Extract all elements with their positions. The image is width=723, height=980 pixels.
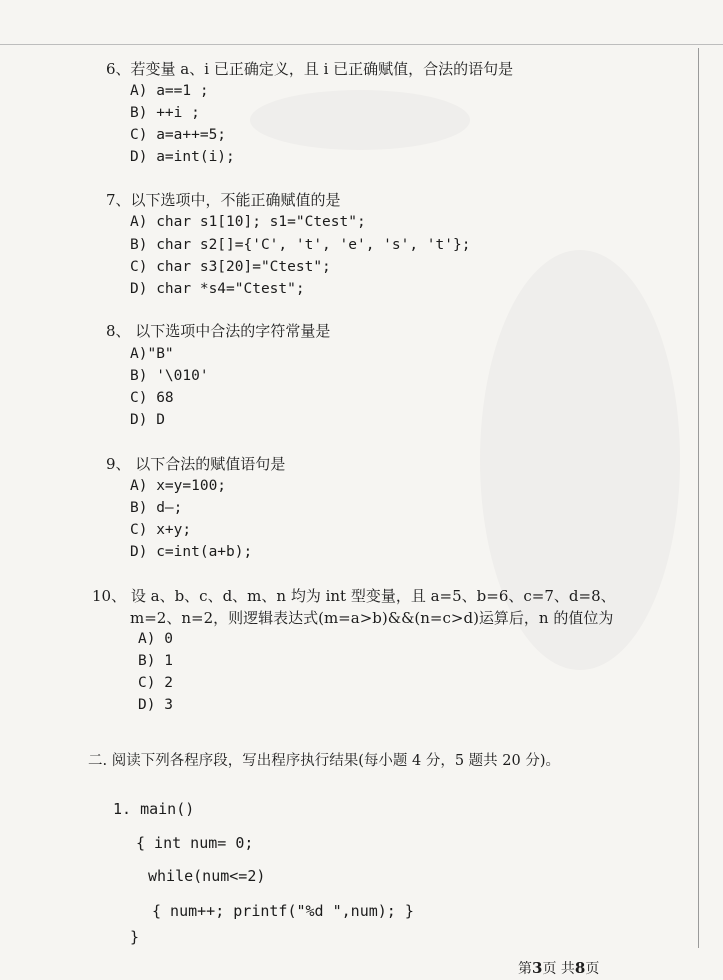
question-8-option-c: C) 68 [130,390,174,406]
question-8-option-a: A)"B" [130,346,174,362]
program-1-line-4: } [130,928,140,946]
section-2-heading: 二. 阅读下列各程序段，写出程序执行结果(每小题 4 分，5 题共 20 分)。 [88,753,560,769]
program-1-label: 1. main() [113,800,195,818]
current-page-number: 3 [532,959,543,977]
footer-mid: 页 共 [542,961,575,977]
question-6-option-b: B) ++i ; [130,105,200,121]
question-8-stem: 8、 以下选项中合法的字符常量是 [106,322,331,340]
question-10-stem: 10、 设 a、b、c、d、m、n 均为 int 型变量，且 a=5、b=6、c=7、d=8、 [92,587,616,605]
question-7-option-b: B) char s2[]={'C', 't', 'e', 's', 't'}; [130,237,471,253]
footer-prefix: 第 [518,961,532,977]
top-edge-line [0,44,723,45]
question-6-stem: 6、若变量 a、i 已正确定义，且 i 已正确赋值，合法的语句是 [106,60,514,78]
question-6-option-a: A) a==1 ; [130,83,209,99]
page-footer [518,958,599,978]
question-6-option-c: C) a=a++=5; [130,127,227,143]
program-1-line-3: { num++; printf("%d ",num); } [152,902,414,920]
question-7-stem: 7、以下选项中，不能正确赋值的是 [106,191,341,209]
question-10-option-c: C) 2 [138,675,173,691]
question-8-option-b: B) '\010' [130,368,209,384]
question-9-option-c: C) x+y; [130,522,192,538]
question-9-option-d: D) c=int(a+b); [130,544,253,560]
question-7-option-d: D) char *s4="Ctest"; [130,281,305,297]
question-7-option-c: C) char s3[20]="Ctest"; [130,259,331,275]
question-10-option-b: B) 1 [138,653,173,669]
program-1-line-2: while(num<=2) [148,867,266,885]
right-margin-rule [698,48,699,948]
question-9-option-a: A) x=y=100; [130,478,227,494]
bleed-through-smudge [480,250,680,670]
question-10-option-d: D) 3 [138,697,173,713]
question-6-option-d: D) a=int(i); [130,149,235,165]
question-9-option-b: B) d—; [130,500,183,516]
footer-suffix: 页 [585,961,600,977]
total-page-number: 8 [574,959,586,977]
question-10-option-a: A) 0 [138,631,173,647]
question-9-stem: 9、 以下合法的赋值语句是 [106,455,286,473]
bleed-through-smudge [250,90,470,150]
program-1-line-1: { int num= 0; [136,834,254,852]
question-8-option-d: D) D [130,412,165,428]
question-7-option-a: A) char s1[10]; s1="Ctest"; [130,214,366,230]
question-10-stem-continued: m=2、n=2，则逻辑表达式(m=a>b)&&(n=c>d)运算后，n 的值位为 [130,609,614,627]
